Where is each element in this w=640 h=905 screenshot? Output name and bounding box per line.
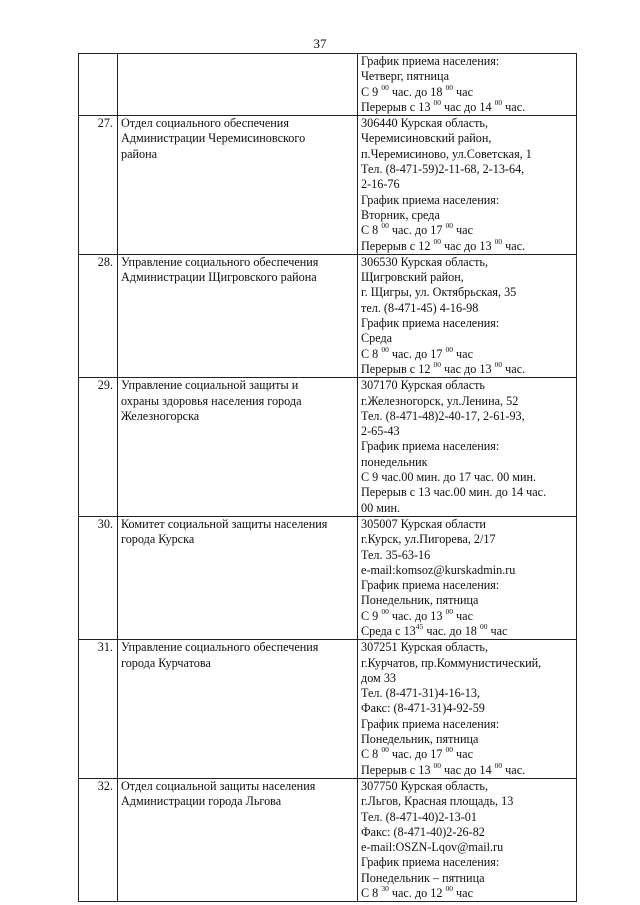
contact-info-text: Тел. (8-471-59)2-11-68, 2-13-64, <box>361 162 525 177</box>
contact-info <box>358 254 577 377</box>
contact-info-text: Среда с 13 <box>361 623 416 638</box>
contact-info-text: Щигровский район, <box>361 270 464 285</box>
contact-info-text: 306440 Курская область, <box>361 116 489 131</box>
contact-info-line <box>361 606 573 624</box>
row-number: 31. <box>79 640 118 779</box>
contact-info-line <box>361 97 573 115</box>
contact-info-line <box>361 732 573 747</box>
contact-info-line <box>361 747 573 762</box>
contact-info-text: График приема населения: <box>361 716 500 731</box>
time-minutes-superscript: 00 <box>381 221 389 231</box>
contact-info-line <box>361 236 573 254</box>
contact-info-line <box>361 255 573 270</box>
contact-info-text: 2-16-76 <box>361 177 400 192</box>
contact-info-line <box>361 424 573 439</box>
contact-info-text: С 9 час.00 мин. до 17 час. 00 мин. <box>361 470 537 485</box>
time-minutes-superscript: 00 <box>381 745 389 755</box>
contact-info-line <box>361 147 573 162</box>
contact-info-line <box>361 344 573 362</box>
organization-name <box>118 640 358 779</box>
contact-info-line <box>361 359 573 377</box>
time-minutes-superscript: 00 <box>445 221 453 231</box>
contact-info-text: График приема населения: <box>361 855 500 870</box>
contact-info-line <box>361 223 573 238</box>
contact-info-text: час <box>453 346 473 361</box>
contact-info-line <box>361 621 573 639</box>
contact-info-line <box>361 532 573 547</box>
contact-info-text: Перерыв с 13 <box>361 762 434 777</box>
contact-info-line <box>361 193 573 208</box>
contact-info-text: 00 мин. <box>361 500 401 515</box>
contact-info-text: г.Курчатов, пр.Коммунистический, <box>361 655 542 670</box>
table-row <box>79 378 577 517</box>
contact-info-text: 307750 Курская область, <box>361 778 489 793</box>
contact-info-line <box>361 593 573 608</box>
time-minutes-superscript: 00 <box>445 745 453 755</box>
contact-info-text: Тел. (8-471-40)2-13-01 <box>361 809 477 824</box>
organization-name-line: Управление социальной защиты и <box>121 378 299 393</box>
contact-info-text: час. <box>502 361 526 376</box>
time-minutes-superscript: 00 <box>433 236 441 246</box>
contact-info-text: час. до 18 <box>423 623 480 638</box>
contact-info-line <box>361 810 573 825</box>
contact-info-text: понедельник <box>361 454 428 469</box>
contact-info-text: С 9 <box>361 84 382 99</box>
contact-info-text: С 8 <box>361 886 382 901</box>
organizations-table <box>78 53 577 902</box>
contact-info-text: час до 14 <box>441 762 495 777</box>
contact-info-line <box>361 563 573 578</box>
time-minutes-superscript: 00 <box>494 760 503 770</box>
organization-name-line: Управление социального обеспечения <box>121 254 319 269</box>
organization-name-line: Железногорска <box>121 408 200 423</box>
time-minutes-superscript: 00 <box>445 606 453 616</box>
contact-info-line <box>361 378 573 393</box>
contact-info-text: Понедельник – пятница <box>361 870 485 885</box>
table-row <box>79 254 577 377</box>
time-minutes-superscript: 00 <box>433 359 441 369</box>
time-minutes-superscript: 00 <box>381 82 389 92</box>
time-minutes-superscript: 00 <box>479 621 488 631</box>
contact-info-line <box>361 69 573 84</box>
contact-info <box>358 640 577 779</box>
contact-info-text: час <box>453 747 473 762</box>
contact-info-text: Перерыв с 12 <box>361 361 434 376</box>
contact-info-line <box>361 54 573 69</box>
contact-info-text: С 8 <box>361 346 382 361</box>
time-minutes-superscript: 45 <box>415 621 424 631</box>
contact-info-text: тел. (8-471-45) 4-16-98 <box>361 300 479 315</box>
table-body <box>79 54 577 902</box>
contact-info-text: Тел. (8-471-31)4-16-13, <box>361 686 480 701</box>
contact-info-text: г.Курск, ул.Пигорева, 2/17 <box>361 532 496 547</box>
contact-info-line <box>361 208 573 223</box>
contact-info-text: Среда <box>361 331 393 346</box>
contact-info-text: Перерыв с 13 <box>361 99 434 114</box>
contact-info-line <box>361 285 573 300</box>
organization-name <box>118 516 358 639</box>
contact-info-text: Тел. 35-63-16 <box>361 547 431 562</box>
contact-info-text: Вторник, среда <box>361 207 440 222</box>
time-minutes-superscript: 00 <box>381 344 389 354</box>
row-number: 30. <box>79 516 118 639</box>
contact-info-line <box>361 501 573 516</box>
row-number: 32. <box>79 778 118 901</box>
organization-name <box>118 778 358 901</box>
organization-name-line: города Курчатова <box>121 655 211 670</box>
contact-info <box>358 116 577 255</box>
contact-info-text: Перерыв с 12 <box>361 238 434 253</box>
contact-info-text: e-mail:OSZN-Lqov@mail.ru <box>361 840 504 855</box>
contact-info-text: час <box>487 623 508 638</box>
contact-info <box>358 778 577 901</box>
contact-info-line <box>361 409 573 424</box>
contact-info-line <box>361 640 573 655</box>
contact-info-line <box>361 656 573 671</box>
contact-info-text: Факс: (8-471-40)2-26-82 <box>361 824 485 839</box>
contact-info-text: 305007 Курская области <box>361 516 486 531</box>
contact-info-line <box>361 116 573 131</box>
contact-info-text: час. до 12 <box>388 886 446 901</box>
table-row <box>79 778 577 901</box>
contact-info-text: дом 33 <box>361 670 397 685</box>
contact-info-text: Черемисиновский район, <box>361 131 492 146</box>
row-number <box>79 54 118 116</box>
organization-name-line: Комитет социальной защиты населения <box>121 516 328 531</box>
contact-info-text: час <box>453 223 473 238</box>
organization-name <box>118 54 358 116</box>
contact-info-line <box>361 760 573 778</box>
table-row <box>79 116 577 255</box>
contact-info-text: Тел. (8-471-48)2-40-17, 2-61-93, <box>361 408 525 423</box>
contact-info-text: час. <box>502 238 526 253</box>
time-minutes-superscript: 30 <box>381 883 389 893</box>
time-minutes-superscript: 00 <box>494 97 503 107</box>
contact-info-text: 307251 Курская область, <box>361 640 489 655</box>
contact-info-text: График приема населения: <box>361 439 500 454</box>
contact-info-line <box>361 131 573 146</box>
contact-info-line <box>361 825 573 840</box>
contact-info-text: час до 13 <box>441 238 495 253</box>
row-number: 28. <box>79 254 118 377</box>
contact-info <box>358 378 577 517</box>
contact-info-text: С 8 <box>361 747 382 762</box>
contact-info <box>358 54 577 116</box>
time-minutes-superscript: 00 <box>494 236 503 246</box>
contact-info-text: С 9 <box>361 608 382 623</box>
time-minutes-superscript: 00 <box>381 606 389 616</box>
contact-info-text: час. до 17 <box>388 223 446 238</box>
contact-info-text: час. до 18 <box>388 84 446 99</box>
contact-info-line <box>361 470 573 485</box>
contact-info-text: час. <box>502 99 526 114</box>
contact-info-text: График приема населения: <box>361 192 500 207</box>
contact-info-line <box>361 548 573 563</box>
contact-info-line <box>361 671 573 686</box>
contact-info-line <box>361 394 573 409</box>
contact-info-line <box>361 439 573 454</box>
contact-info-text: час до 14 <box>441 99 495 114</box>
contact-info-line <box>361 485 573 500</box>
time-minutes-superscript: 00 <box>445 883 453 893</box>
contact-info-text: п.Черемисиново, ул.Советская, 1 <box>361 146 532 161</box>
organization-name <box>118 254 358 377</box>
contact-info-text: Понедельник, пятница <box>361 732 479 747</box>
contact-info <box>358 516 577 639</box>
contact-info-text: С 8 <box>361 223 382 238</box>
contact-info-line <box>361 840 573 855</box>
contact-info-text: час. до 17 <box>388 346 446 361</box>
contact-info-line <box>361 883 573 901</box>
contact-info-line <box>361 794 573 809</box>
contact-info-text: График приема населения: <box>361 578 500 593</box>
contact-info-line <box>361 855 573 870</box>
contact-info-text: г.Железногорск, ул.Ленина, 52 <box>361 393 519 408</box>
contact-info-text: 306530 Курская область, <box>361 254 489 269</box>
contact-info-line <box>361 578 573 593</box>
contact-info-text: час. до 17 <box>388 747 446 762</box>
contact-info-text: Четверг, пятница <box>361 69 449 84</box>
contact-info-line <box>361 82 573 100</box>
contact-info-text: час. <box>502 762 526 777</box>
contact-info-text: час <box>453 84 473 99</box>
organization-name-line: района <box>121 146 158 161</box>
contact-info-text: График приема населения: <box>361 54 500 68</box>
contact-info-line <box>361 301 573 316</box>
contact-info-text: 2-65-43 <box>361 424 400 439</box>
table-row <box>79 54 577 116</box>
contact-info-line <box>361 331 573 346</box>
organization-name <box>118 116 358 255</box>
contact-info-line <box>361 455 573 470</box>
organization-name-line: Отдел социальной защиты населения <box>121 778 316 793</box>
time-minutes-superscript: 00 <box>433 760 441 770</box>
contact-info-line <box>361 779 573 794</box>
time-minutes-superscript: 00 <box>494 359 503 369</box>
time-minutes-superscript: 00 <box>445 82 453 92</box>
contact-info-line <box>361 177 573 192</box>
time-minutes-superscript: 00 <box>445 344 453 354</box>
organization-name-line: Управление социального обеспечения <box>121 640 319 655</box>
contact-info-line <box>361 162 573 177</box>
contact-info-text: Понедельник, пятница <box>361 593 479 608</box>
row-number: 27. <box>79 116 118 255</box>
contact-info-text: час. до 13 <box>388 608 446 623</box>
page-number: 37 <box>313 36 327 51</box>
contact-info-text: Факс: (8-471-31)4-92-59 <box>361 701 485 716</box>
organization-name-line: Отдел социального обеспечения <box>121 116 289 131</box>
contact-info-line <box>361 871 573 886</box>
contact-info-line <box>361 686 573 701</box>
contact-info-text: г. Щигры, ул. Октябрьская, 35 <box>361 285 517 300</box>
contact-info-text: час до 13 <box>441 361 495 376</box>
contact-info-text: e-mail:komsoz@kurskadmin.ru <box>361 562 516 577</box>
contact-info-line <box>361 717 573 732</box>
contact-info-text: час <box>453 886 473 901</box>
contact-info-line <box>361 316 573 331</box>
table-row <box>79 516 577 639</box>
contact-info-text: час <box>453 608 473 623</box>
organization-name-line: Администрации Щигровского района <box>121 270 317 285</box>
row-number: 29. <box>79 378 118 517</box>
time-minutes-superscript: 00 <box>433 97 441 107</box>
organization-name-line: охраны здоровья населения города <box>121 393 302 408</box>
contact-info-text: Перерыв с 13 час.00 мин. до 14 час. <box>361 485 547 500</box>
contact-info-text: 307170 Курская область <box>361 378 485 393</box>
organization-name <box>118 378 358 517</box>
contact-info-line <box>361 701 573 716</box>
organization-name-line: города Курска <box>121 532 195 547</box>
organization-name-line: Администрации Черемисиновского <box>121 131 306 146</box>
table-row <box>79 640 577 779</box>
contact-info-line <box>361 517 573 532</box>
organization-name-line: Администрации города Льгова <box>121 794 282 809</box>
contact-info-text: График приема населения: <box>361 316 500 331</box>
contact-info-text: г.Льгов, Красная площадь, 13 <box>361 794 514 809</box>
contact-info-line <box>361 270 573 285</box>
